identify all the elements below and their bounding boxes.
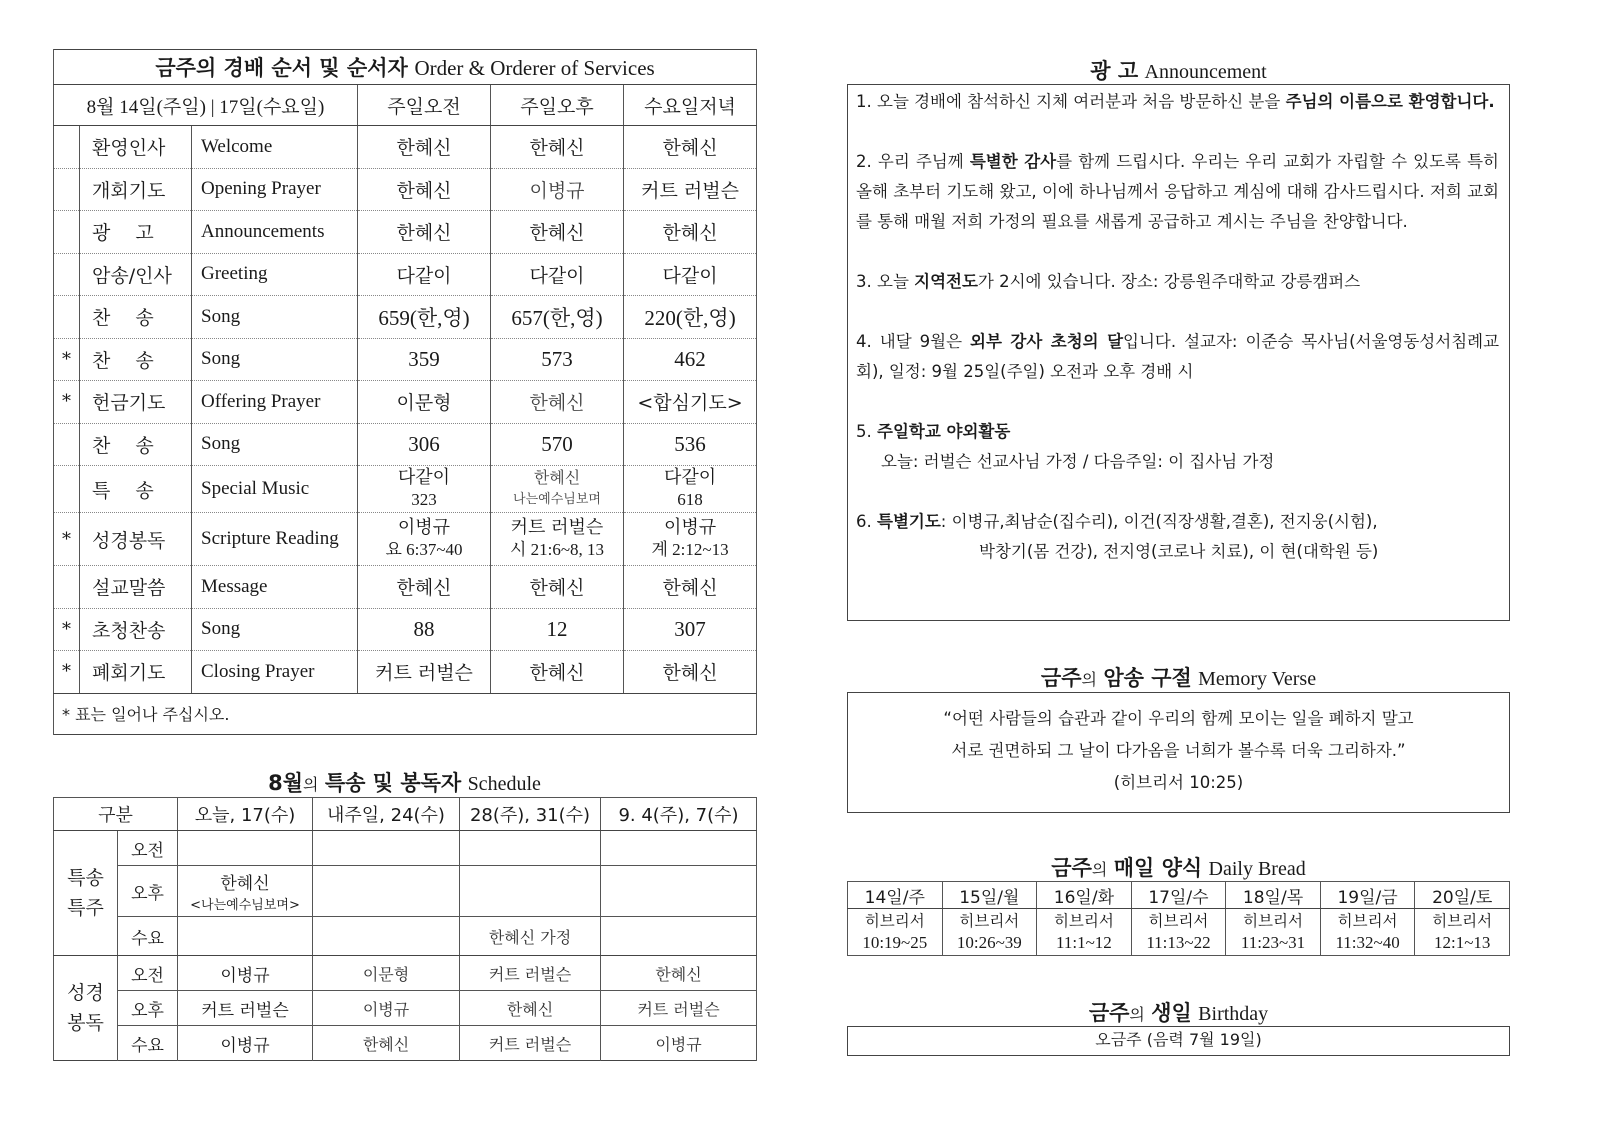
schedule-cell: 커트 러벌슨 xyxy=(178,991,313,1026)
item-emphasis: 특별기도 xyxy=(877,512,941,531)
service-row-song xyxy=(54,338,757,381)
verse-line-2: 서로 권면하되 그 날이 다가옴을 너희가 볼수록 더욱 그리하자.” xyxy=(951,741,1406,760)
sub-label: 오전 xyxy=(118,956,178,991)
row-label-en: Scripture Reading xyxy=(192,513,358,566)
title-particle: 의 xyxy=(1129,1005,1145,1024)
schedule-cell: 한혜신 xyxy=(460,991,601,1026)
day-header: 17일/수 xyxy=(1131,882,1226,909)
group-label-special-music xyxy=(54,831,118,956)
birthday-box xyxy=(847,1026,1510,1056)
reading-book: 히브리서 xyxy=(1243,912,1303,930)
cell-value xyxy=(491,513,624,566)
row-label-en: Opening Prayer xyxy=(192,168,358,211)
schedule-cell: 이문형 xyxy=(313,956,460,991)
cell-value: 359 xyxy=(358,338,491,381)
row-label-ko: 개회기도 xyxy=(80,168,192,211)
cell-value: 다같이 xyxy=(358,253,491,296)
cell-value: 한혜신 xyxy=(491,126,624,169)
row-label-en: Song xyxy=(192,296,358,339)
schedule-title-particle: 의 xyxy=(303,775,319,794)
cell-value: 한혜신 xyxy=(491,566,624,609)
reading-cell xyxy=(848,909,943,956)
row-label-ko: 찬 송 xyxy=(80,338,192,381)
reading-book: 히브리서 xyxy=(959,912,1020,930)
item-text: 내달 9월은 xyxy=(879,332,971,351)
row-label-en: Greeting xyxy=(192,253,358,296)
header-category: 구분 xyxy=(54,798,178,831)
cell-value: 536 xyxy=(624,423,757,466)
reading-ref: 11:13~22 xyxy=(1146,933,1211,952)
reading-cell xyxy=(1131,909,1226,956)
title-particle: 의 xyxy=(1091,860,1108,879)
cell-line2: 618 xyxy=(677,490,703,509)
schedule-cell xyxy=(313,866,460,917)
service-row-song xyxy=(54,296,757,339)
service-row-announcements xyxy=(54,211,757,254)
services-date-header: 8월 14일(주일) | 17일(수요일) xyxy=(54,85,358,126)
sub-label: 오전 xyxy=(118,831,178,866)
item-subtext: 오늘: 러벌슨 선교사님 가정 / 다음주일: 이 집사님 가정 xyxy=(881,452,1275,471)
cell-line1: 커트 러벌슨 xyxy=(510,517,604,538)
schedule-cell xyxy=(178,917,313,956)
reading-ref: 11:32~40 xyxy=(1335,933,1400,952)
cell-value: 한혜신 xyxy=(491,651,624,694)
schedule-cell xyxy=(460,831,601,866)
schedule-title xyxy=(53,770,756,798)
cell-value: 220(한,영) xyxy=(624,296,757,339)
item-emphasis: 지역전도 xyxy=(914,272,978,291)
announcement-item-2 xyxy=(856,147,1499,237)
announcement-title-ko: 광 고 xyxy=(1090,59,1139,83)
row-label-ko: 특 송 xyxy=(80,466,192,513)
row-label-en: Special Music xyxy=(192,466,358,513)
cell-value xyxy=(358,466,491,513)
row-label-ko: 초청찬송 xyxy=(80,608,192,651)
announcement-item-4 xyxy=(856,327,1499,387)
schedule-title-en: Schedule xyxy=(467,773,541,795)
reading-ref: 12:1~13 xyxy=(1433,933,1491,952)
header-col: 9. 4(주), 7(수) xyxy=(601,798,757,831)
cell-value: <합심기도> xyxy=(624,381,757,424)
row-label-ko: 성경봉독 xyxy=(80,513,192,566)
item-emphasis: 주일학교 야외활동 xyxy=(877,422,1011,441)
cell-value: 573 xyxy=(491,338,624,381)
verse-reference: (히브리서 10:25) xyxy=(1113,773,1244,792)
row-label-en: Offering Prayer xyxy=(192,381,358,424)
item-number: 6. xyxy=(856,512,872,531)
title-part: 금주 xyxy=(1040,666,1082,690)
title-part: 암송 구절 xyxy=(1103,666,1192,690)
item-number: 1. xyxy=(856,92,872,111)
service-row-message xyxy=(54,566,757,609)
stand-note: * 표는 일어나 주십시오. xyxy=(54,693,757,734)
service-row-special-music xyxy=(54,466,757,513)
cell-line1: 이병규 xyxy=(663,517,717,538)
cell-line1: 한혜신 xyxy=(533,468,581,487)
cell-value: 이병규 xyxy=(491,168,624,211)
item-number: 2. xyxy=(856,152,872,171)
cell-value: 이문형 xyxy=(358,381,491,424)
day-header: 18일/목 xyxy=(1226,882,1321,909)
row-label-ko: 광 고 xyxy=(80,211,192,254)
cell-line2: 요 6:37~40 xyxy=(385,540,463,559)
schedule-cell: 이병규 xyxy=(313,991,460,1026)
birthday-title-en: Birthday xyxy=(1198,1003,1269,1025)
title-particle: 의 xyxy=(1081,670,1097,689)
announcement-item-1 xyxy=(856,87,1499,117)
row-label-ko: 찬 송 xyxy=(80,296,192,339)
title-part: 금주 xyxy=(1088,1001,1130,1025)
reading-book: 히브리서 xyxy=(1337,912,1398,930)
row-label-en: Announcements xyxy=(192,211,358,254)
item-text: 를 함께 드립시다. 우리는 우리 교회가 자립할 수 있도록 특히 올해 초부터 기도해 왔고, 이에 하나님께서 응답하고 계심에 대해 감사드립시다. 저희 교회를 통해 매월 저희 가정의 필요를 새롭게 공급하고 계시는 주님을 찬양합니다. xyxy=(856,152,1499,231)
cell-value: 한혜신 xyxy=(358,211,491,254)
row-label-en: Message xyxy=(192,566,358,609)
schedule-row xyxy=(54,917,757,956)
item-number: 5. xyxy=(856,422,872,441)
schedule-table xyxy=(53,797,757,1061)
item-text: 우리 주님께 xyxy=(877,152,970,171)
sub-label: 수요 xyxy=(118,917,178,956)
schedule-cell xyxy=(601,866,757,917)
verse-line-1: “어떤 사람들의 습관과 같이 우리의 함께 모이는 일을 폐하지 말고 xyxy=(943,709,1414,728)
stand-marker xyxy=(54,168,80,211)
item-text: 가 2시에 있습니다. 장소: 강릉원주대학교 강릉캠퍼스 xyxy=(977,272,1361,291)
schedule-cell: 커트 러벌슨 xyxy=(460,956,601,991)
cell-value xyxy=(491,466,624,513)
stand-marker: * xyxy=(54,338,80,381)
cell-value: 한혜신 xyxy=(624,651,757,694)
reading-book: 히브리서 xyxy=(1053,912,1114,930)
cell-value: 다같이 xyxy=(624,253,757,296)
cell-value: 한혜신 xyxy=(358,168,491,211)
announcement-box xyxy=(847,84,1510,621)
schedule-cell xyxy=(601,831,757,866)
row-label-en: Song xyxy=(192,608,358,651)
column-wednesday-evening: 수요일저녁 xyxy=(624,85,757,126)
stand-marker xyxy=(54,296,80,339)
item-text: 오늘 경배에 참석하신 지체 여러분과 처음 방문하신 분을 xyxy=(877,92,1286,111)
cell-value: 한혜신 xyxy=(624,211,757,254)
stand-marker: * xyxy=(54,513,80,566)
birthday-entry: 오금주 (음력 7월 19일) xyxy=(1095,1030,1262,1049)
cell-value: 다같이 xyxy=(491,253,624,296)
memory-verse-title xyxy=(847,665,1510,693)
schedule-cell xyxy=(601,917,757,956)
reading-cell xyxy=(1226,909,1321,956)
schedule-cell: 커트 러벌슨 xyxy=(460,1026,601,1061)
sub-label: 수요 xyxy=(118,1026,178,1061)
day-header: 14일/주 xyxy=(848,882,943,909)
schedule-cell xyxy=(313,917,460,956)
row-label-ko: 헌금기도 xyxy=(80,381,192,424)
service-row-offering-prayer xyxy=(54,381,757,424)
stand-marker: * xyxy=(54,651,80,694)
cell-line2: 나는예수님보며 xyxy=(513,492,601,507)
cell-line1: 한혜신 xyxy=(220,874,270,894)
announcement-title-en: Announcement xyxy=(1144,61,1267,83)
reading-cell xyxy=(942,909,1037,956)
schedule-cell xyxy=(178,866,313,917)
day-header: 16일/화 xyxy=(1037,882,1132,909)
column-sunday-afternoon: 주일오후 xyxy=(491,85,624,126)
service-row-song xyxy=(54,423,757,466)
title-part: 매일 양식 xyxy=(1113,856,1203,880)
service-row-opening-prayer xyxy=(54,168,757,211)
stand-marker xyxy=(54,566,80,609)
announcement-item-5 xyxy=(856,417,1499,477)
cell-value xyxy=(624,466,757,513)
item-text: : 이병규,최남순(집수리), 이건(직장생활,결혼), 전지웅(시험), xyxy=(940,512,1378,531)
cell-line1: 다같이 xyxy=(397,467,451,488)
memory-verse-box xyxy=(847,692,1510,813)
stand-marker xyxy=(54,253,80,296)
stand-marker xyxy=(54,423,80,466)
cell-line2: 323 xyxy=(411,490,437,509)
service-row-closing-prayer xyxy=(54,651,757,694)
services-title xyxy=(54,50,757,85)
daily-bread-table xyxy=(847,881,1510,956)
schedule-cell xyxy=(178,831,313,866)
header-col: 오늘, 17(수) xyxy=(178,798,313,831)
item-number: 4. xyxy=(856,332,872,351)
group-label-line1: 특송 xyxy=(67,867,104,889)
announcement-item-3 xyxy=(856,267,1499,297)
cell-line2: 계 2:12~13 xyxy=(651,540,729,559)
row-label-ko: 폐회기도 xyxy=(80,651,192,694)
daily-bread-title xyxy=(847,855,1510,883)
item-text: 오늘 xyxy=(877,272,915,291)
schedule-row xyxy=(54,866,757,917)
group-label-line1: 성경 xyxy=(67,982,104,1004)
reading-ref: 10:26~39 xyxy=(956,933,1022,952)
title-part: 생일 xyxy=(1151,1001,1192,1025)
item-emphasis: 주님의 이름으로 환영합니다. xyxy=(1285,92,1495,111)
row-label-en: Song xyxy=(192,338,358,381)
reading-book: 히브리서 xyxy=(864,912,925,930)
cell-value: 한혜신 xyxy=(491,211,624,254)
schedule-cell xyxy=(313,831,460,866)
service-row-scripture-reading xyxy=(54,513,757,566)
row-label-en: Welcome xyxy=(192,126,358,169)
cell-value: 한혜신 xyxy=(358,126,491,169)
cell-line1: 다같이 xyxy=(663,467,717,488)
row-label-ko: 환영인사 xyxy=(80,126,192,169)
cell-value: 한혜신 xyxy=(358,566,491,609)
stand-marker xyxy=(54,211,80,254)
reading-cell xyxy=(1320,909,1415,956)
row-label-en: Closing Prayer xyxy=(192,651,358,694)
column-sunday-morning: 주일오전 xyxy=(358,85,491,126)
cell-value: 88 xyxy=(358,608,491,651)
reading-cell xyxy=(1037,909,1132,956)
cell-line2: <나는예수님보며> xyxy=(190,898,300,913)
services-title-ko: 금주의 경배 순서 및 순서자 xyxy=(155,56,408,80)
cell-value: 한혜신 xyxy=(624,566,757,609)
schedule-cell: 커트 러벌슨 xyxy=(601,991,757,1026)
cell-value: 한혜신 xyxy=(624,126,757,169)
schedule-cell: 한혜신 xyxy=(313,1026,460,1061)
stand-marker xyxy=(54,466,80,513)
cell-value xyxy=(624,513,757,566)
row-label-ko: 암송/인사 xyxy=(80,253,192,296)
cell-value: 커트 러벌슨 xyxy=(624,168,757,211)
cell-value: 659(한,영) xyxy=(358,296,491,339)
schedule-title-ko: 특송 및 봉독자 xyxy=(324,771,462,795)
schedule-row xyxy=(54,956,757,991)
service-row-greeting xyxy=(54,253,757,296)
services-title-en: Order & Orderer of Services xyxy=(414,56,655,80)
schedule-cell: 한혜신 xyxy=(601,956,757,991)
row-label-ko: 설교말씀 xyxy=(80,566,192,609)
schedule-cell: 이병규 xyxy=(178,956,313,991)
cell-value: 한혜신 xyxy=(491,381,624,424)
stand-marker: * xyxy=(54,608,80,651)
header-col: 28(주), 31(수) xyxy=(460,798,601,831)
schedule-row xyxy=(54,831,757,866)
day-header: 15일/월 xyxy=(942,882,1037,909)
cell-value: 306 xyxy=(358,423,491,466)
group-label-line2: 특주 xyxy=(67,897,104,919)
cell-value: 12 xyxy=(491,608,624,651)
header-col: 내주일, 24(수) xyxy=(313,798,460,831)
schedule-title-month: 8월 xyxy=(268,771,304,795)
reading-ref: 10:19~25 xyxy=(862,933,928,952)
daily-bread-title-en: Daily Bread xyxy=(1208,858,1306,880)
item-number: 3. xyxy=(856,272,872,291)
cell-value xyxy=(358,513,491,566)
reading-book: 히브리서 xyxy=(1148,912,1209,930)
cell-value: 커트 러벌슨 xyxy=(358,651,491,694)
row-label-en: Song xyxy=(192,423,358,466)
group-label-scripture-reading xyxy=(54,956,118,1061)
reading-ref: 11:1~12 xyxy=(1056,933,1112,952)
cell-value: 462 xyxy=(624,338,757,381)
title-part: 금주 xyxy=(1051,856,1092,880)
stand-marker: * xyxy=(54,381,80,424)
cell-line1: 이병규 xyxy=(397,517,451,538)
schedule-row xyxy=(54,1026,757,1061)
cell-value: 657(한,영) xyxy=(491,296,624,339)
item-emphasis: 특별한 감사 xyxy=(969,152,1057,171)
service-row-invitation-song xyxy=(54,608,757,651)
item-text: 입니다. 설교자: 이준승 목사님(서울영동성서침례교회), 일정: 9월 25일(주일) 오전과 오후 경배 시 xyxy=(856,332,1500,381)
schedule-cell: 이병규 xyxy=(178,1026,313,1061)
reading-cell xyxy=(1415,909,1510,956)
stand-marker xyxy=(54,126,80,169)
sub-label: 오후 xyxy=(118,866,178,917)
schedule-row xyxy=(54,991,757,1026)
day-header: 19일/금 xyxy=(1320,882,1415,909)
item-subtext: 박창기(몸 건강), 전지영(코로나 치료), 이 현(대학원 등) xyxy=(979,542,1379,561)
reading-ref: 11:23~31 xyxy=(1240,933,1306,952)
cell-line2: 시 21:6~8, 13 xyxy=(509,540,605,559)
schedule-cell: 이병규 xyxy=(601,1026,757,1061)
row-label-ko: 찬 송 xyxy=(80,423,192,466)
order-of-services-table xyxy=(53,49,757,735)
cell-value: 307 xyxy=(624,608,757,651)
sub-label: 오후 xyxy=(118,991,178,1026)
announcement-item-6 xyxy=(856,507,1499,567)
cell-value: 570 xyxy=(491,423,624,466)
memory-verse-title-en: Memory Verse xyxy=(1198,668,1317,690)
service-row-welcome xyxy=(54,126,757,169)
item-emphasis: 외부 강사 초청의 달 xyxy=(970,332,1124,351)
announcement-title xyxy=(847,58,1510,85)
day-header: 20일/토 xyxy=(1415,882,1510,909)
schedule-cell xyxy=(460,866,601,917)
reading-book: 히브리서 xyxy=(1432,912,1493,930)
group-label-line2: 봉독 xyxy=(67,1012,104,1034)
birthday-title xyxy=(847,1000,1510,1028)
schedule-cell: 한혜신 가정 xyxy=(460,917,601,956)
